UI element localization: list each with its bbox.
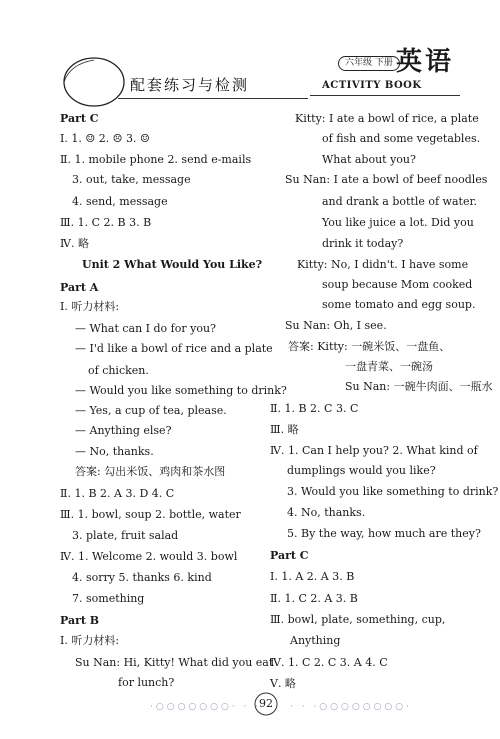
answer-line: Ⅲ. 略 (270, 423, 299, 436)
grade-label: 六年级 下册 (338, 56, 400, 71)
answer-line: Ⅰ. 听力材料: (60, 300, 120, 313)
answer-line: 3. plate, fruit salad (72, 529, 179, 542)
answer-line: Ⅳ. 1. Welcome 2. would 3. bowl (60, 550, 238, 563)
answer-line: 7. something (72, 592, 145, 605)
answer-line: some tomato and egg soup. (322, 298, 476, 311)
header-rule-left (118, 98, 308, 99)
page-number: 92 (259, 697, 273, 710)
subject-title: 英语 (396, 47, 455, 77)
answer-line: Kitty: No, I didn't. I have some (297, 258, 469, 271)
answer-line: Ⅳ. 1. C 2. C 3. A 4. C (270, 656, 388, 669)
answer-line: Su Nan: 一碗牛肉面、一瓶水 (345, 380, 493, 393)
section-heading: Part A (60, 281, 99, 294)
answer-line: Ⅰ. 1. ☺ 2. ☹ 3. ☺ (60, 132, 150, 145)
answer-line: Ⅴ. 略 (270, 677, 296, 690)
answer-line: Su Nan: I ate a bowl of beef noodles (285, 173, 488, 186)
answer-line: 答案: Kitty: 一碗米饭、一盘鱼、 (288, 340, 451, 353)
answer-line: soup because Mom cooked (322, 278, 473, 291)
answer-line: — I'd like a bowl of rice and a plate (75, 342, 273, 355)
answer-line: 4. sorry 5. thanks 6. kind (72, 571, 212, 584)
answer-line: Ⅱ. 1. B 2. C 3. C (270, 402, 359, 415)
answer-line: Ⅰ. 听力材料: (60, 634, 120, 647)
section-heading: Part B (60, 614, 100, 627)
answer-line: of fish and some vegetables. (322, 132, 481, 145)
section-heading: Unit 2 What Would You Like? (82, 258, 263, 271)
answer-line: Ⅲ. bowl, plate, something, cup, (270, 613, 446, 626)
answer-line: 3. out, take, message (72, 173, 191, 186)
answer-line: dumplings would you like? (287, 464, 436, 477)
activity-book-label: ACTIVITY BOOK (322, 80, 422, 91)
answer-line: 3. Would you like something to drink? (287, 485, 499, 498)
answer-line: — No, thanks. (75, 445, 154, 458)
header-circle-graphic (58, 52, 128, 108)
answer-line: Ⅲ. 1. bowl, soup 2. bottle, water (60, 508, 241, 521)
answer-line: and drank a bottle of water. (322, 195, 478, 208)
answer-line: 4. No, thanks. (287, 506, 366, 519)
answer-line: 5. By the way, how much are they? (287, 527, 481, 540)
book-title: 配套练习与检测 (130, 76, 250, 94)
answer-line: — Would you like something to drink? (75, 384, 287, 397)
section-heading: Part C (270, 549, 309, 562)
section-heading: Part C (60, 112, 99, 125)
header-rule-right (310, 95, 460, 96)
answer-line: Kitty: I ate a bowl of rice, a plate (295, 112, 479, 125)
answer-line: 4. send, message (72, 195, 168, 208)
answer-line: Anything (290, 634, 341, 647)
answer-line: Ⅱ. 1. B 2. A 3. D 4. C (60, 487, 175, 500)
footer-dots-left: ·○○○○○○○· · · (150, 702, 262, 712)
answer-line: Ⅱ. 1. C 2. A 3. B (270, 592, 358, 605)
answer-line: Ⅳ. 1. Can I help you? 2. What kind of (270, 444, 478, 457)
answer-line: What about you? (322, 153, 416, 166)
answer-line: for lunch? (118, 676, 175, 689)
answer-line: Ⅳ. 略 (60, 237, 89, 250)
answer-line: — Anything else? (75, 424, 172, 437)
answer-line: Ⅱ. 1. mobile phone 2. send e-mails (60, 153, 252, 166)
answer-line: — What can I do for you? (75, 322, 216, 335)
answer-line: Ⅲ. 1. C 2. B 3. B (60, 216, 152, 229)
answer-line: drink it today? (322, 237, 404, 250)
answer-line: Su Nan: Oh, I see. (285, 319, 387, 332)
answer-line: — Yes, a cup of tea, please. (75, 404, 227, 417)
answer-line: Ⅰ. 1. A 2. A 3. B (270, 570, 355, 583)
footer-dots-right: · · ·○○○○○○○○· (290, 702, 412, 712)
answer-line: of chicken. (88, 364, 149, 377)
answer-line: Su Nan: Hi, Kitty! What did you eat (75, 656, 274, 669)
answer-line: 一盘青菜、一碗汤 (345, 360, 433, 373)
answer-line: You like juice a lot. Did you (322, 216, 474, 229)
answer-line: 答案: 勾出米饭、鸡肉和茶水图 (75, 465, 226, 478)
